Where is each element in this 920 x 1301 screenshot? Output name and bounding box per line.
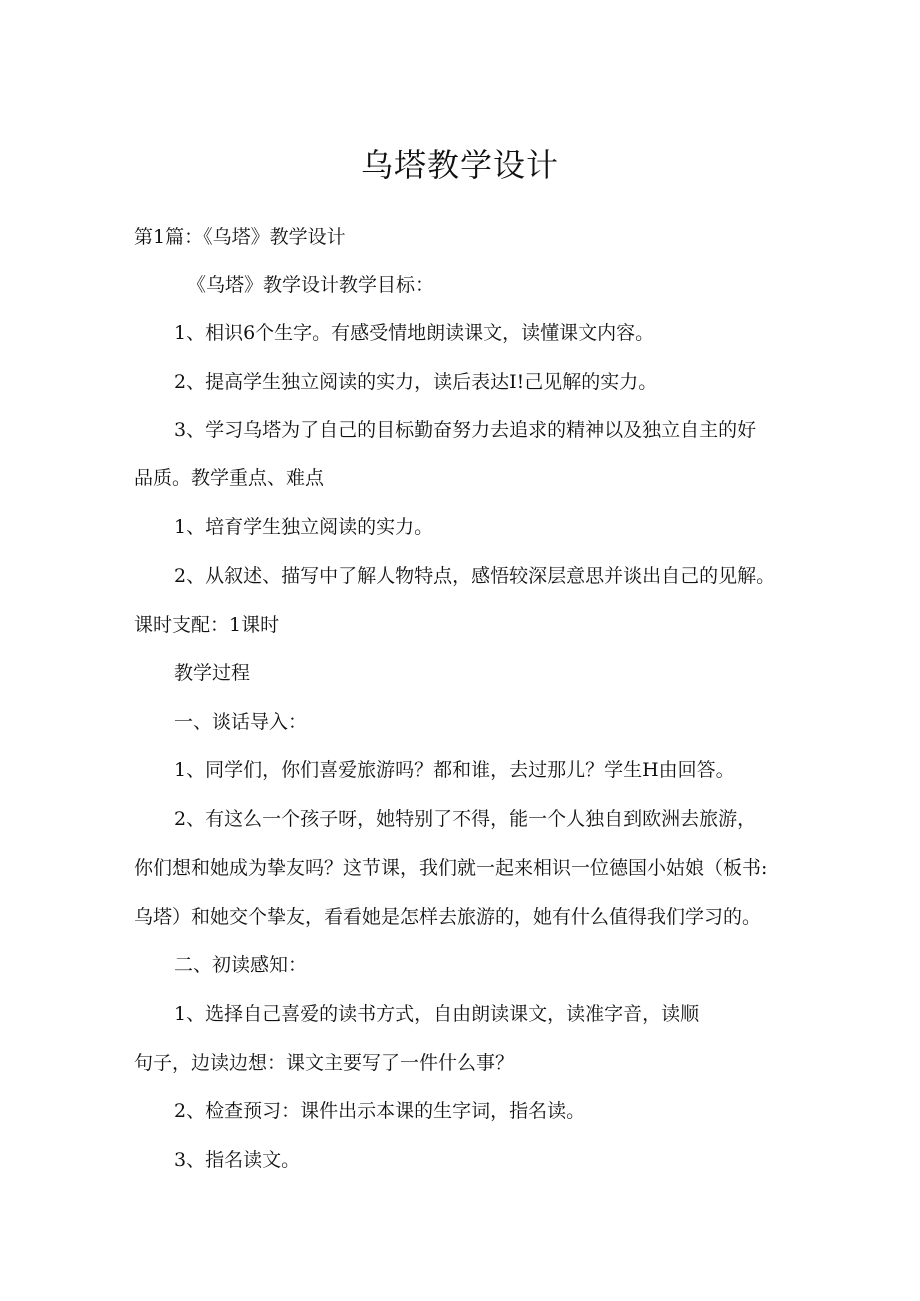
paragraph-line: 你们想和她成为挚友吗？这节课，我们就一起来相识一位德国小姑娘（板书: <box>134 857 768 879</box>
paragraph-line: 乌塔）和她交个挚友，看看她是怎样去旅游的，她有什么值得我们学习的。 <box>134 906 762 928</box>
paragraph-line: 1、同学们，你们喜爱旅游吗？都和谁，去过那儿？学生H由回答。 <box>174 759 735 781</box>
paragraph-line: 2、有这么一个孩子呀，她特别了不得，能一个人独自到欧洲去旅游， <box>174 808 757 830</box>
paragraph-line: 1、培育学生独立阅读的实力。 <box>174 516 434 538</box>
paragraph-line: 品质。教学重点、难点 <box>134 467 325 489</box>
paragraph-line: 3、指名读文。 <box>174 1149 301 1171</box>
paragraph-line: 句子，边读边想：课文主要写了一件什么事？ <box>134 1052 515 1074</box>
paragraph-line: 2、提高学生独立阅读的实力，读后表达I!己见解的实力。 <box>174 371 658 393</box>
paragraph-line: 课时支配：1课时 <box>134 614 280 636</box>
paragraph-line: 3、学习乌塔为了自己的目标勤奋努力去追求的精神以及独立自主的好 <box>174 419 757 441</box>
section-heading: 第1篇：《乌塔》教学设计 <box>134 226 346 248</box>
paragraph-line: 一、谈话导入： <box>174 711 308 733</box>
paragraph-line: 《乌塔》教学设计教学目标： <box>187 274 435 296</box>
paragraph-line: 1、选择自己喜爱的读书方式，自由朗读课文，读准字音，读顺 <box>174 1003 700 1025</box>
paragraph-line: 2、从叙述、描写中了解人物特点，感悟较深层意思并谈出自己的见解。 <box>174 565 776 587</box>
paragraph-line: 教学过程 <box>174 662 251 684</box>
paragraph-line: 1、相识6个生字。有感受情地朗读课文，读懂课文内容。 <box>174 322 655 344</box>
paragraph-line: 二、初读感知： <box>174 954 308 976</box>
paragraph-line: 2、检查预习：课件出示本课的生字词，指名读。 <box>174 1100 586 1122</box>
document-title: 乌塔教学设计 <box>360 146 559 184</box>
